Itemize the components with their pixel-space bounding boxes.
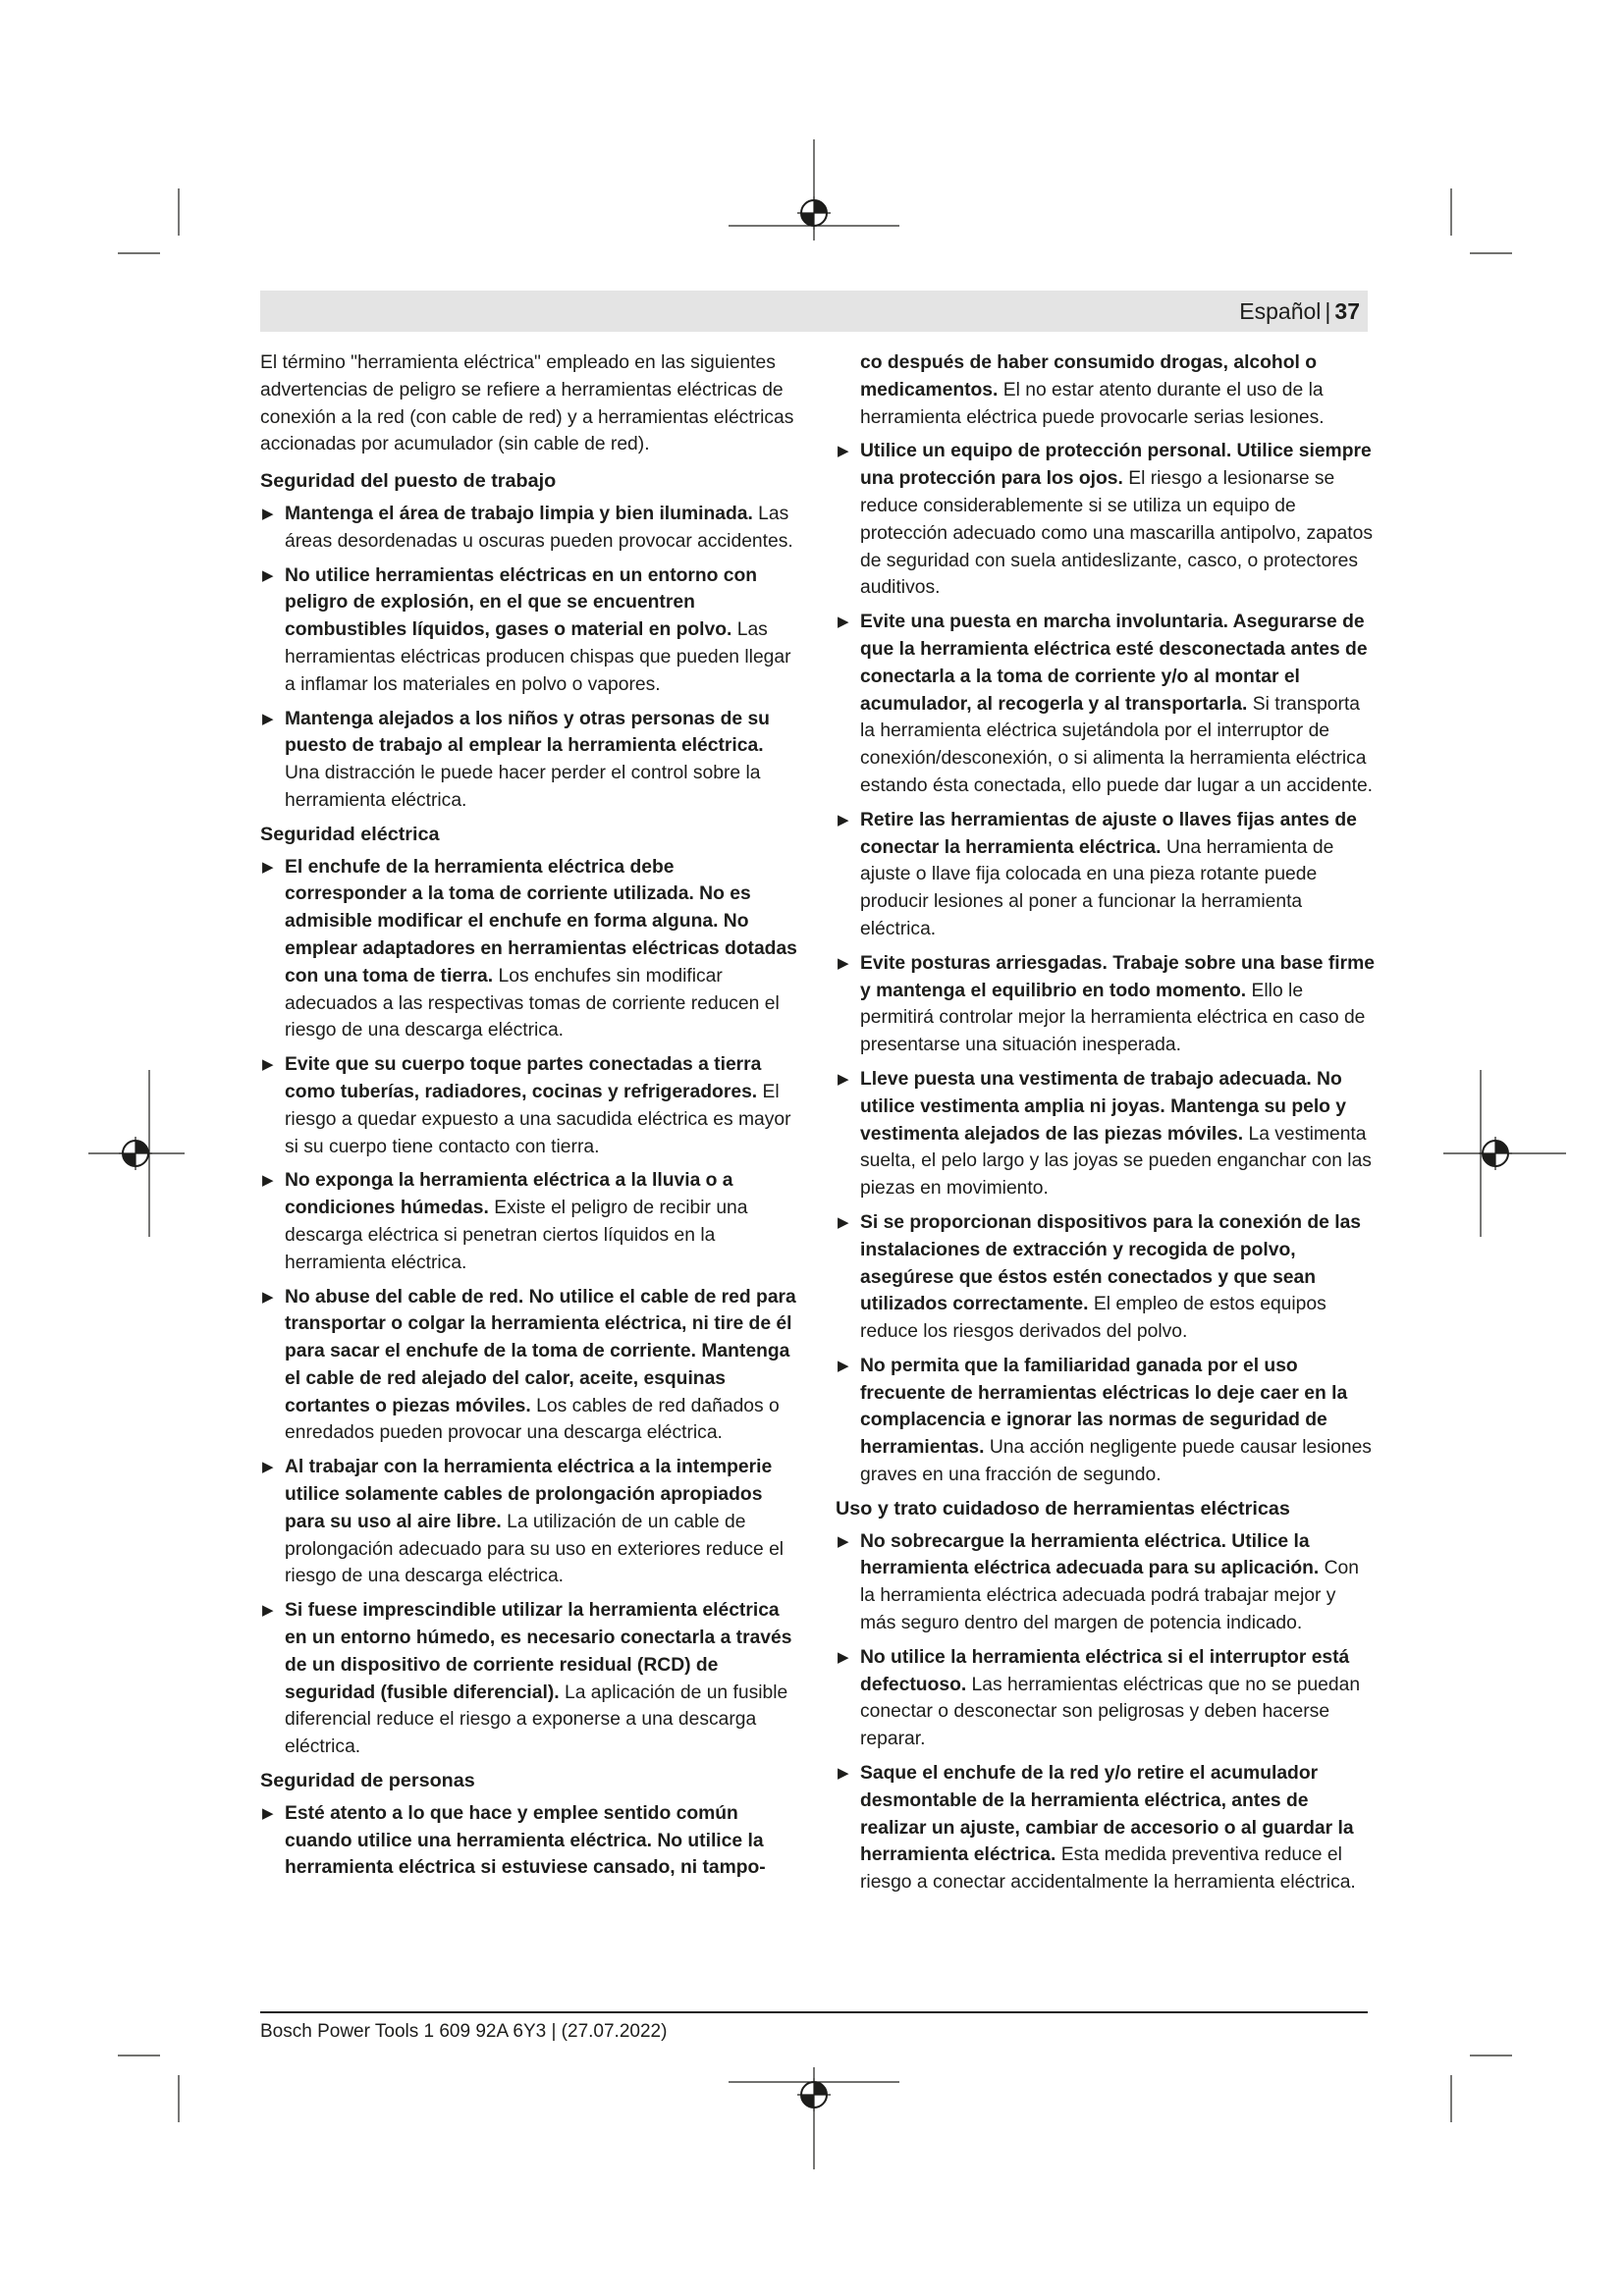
safety-item xyxy=(260,1597,800,1761)
triangle-right-icon: ▶ xyxy=(262,505,274,522)
safety-item-bold: Al trabajar con la herramienta eléctrica a la intemperie utilice solamente cables de prolongación apropiados para su uso al aire libre. xyxy=(285,1457,773,1532)
safety-item-bold: Lleve puesta una vestimenta de trabajo adecuada. No utilice vestimenta amplia ni joyas. Mantenga su pelo y vestimenta alejados de las piezas móviles. xyxy=(860,1068,1347,1145)
safety-item xyxy=(836,438,1376,602)
safety-item-text: Una herramienta de ajuste o llave fija colocada en una pieza rotante puede producir lesiones al poner a funcionar la herramienta eléctrica. xyxy=(860,836,1334,939)
safety-item xyxy=(260,1454,800,1590)
safety-item-bold: No utilice la herramienta eléctrica si el interruptor está defectuoso. xyxy=(860,1646,1350,1695)
registration-mark-icon xyxy=(88,1070,185,1237)
safety-item-bold: No exponga la herramienta eléctrica a la lluvia o a condiciones húmedas. xyxy=(285,1170,733,1219)
header-label xyxy=(1239,297,1360,325)
safety-item xyxy=(260,1800,800,1882)
safety-item-bold: Evite que su cuerpo toque partes conectadas a tierra como tuberías, radiadores, cocinas y refrigeradores. xyxy=(285,1054,762,1102)
triangle-right-icon: ▶ xyxy=(838,1765,849,1783)
safety-item xyxy=(836,1644,1376,1753)
safety-item-text: Ello le permitirá controlar mejor la herramienta eléctrica en caso de presentarse una situación inesperada. xyxy=(860,980,1366,1056)
safety-item-text: El no estar atento durante el uso de la herramienta eléctrica puede provocarle serias lesiones. xyxy=(860,379,1325,428)
safety-item-text: El empleo de estos equipos reduce los riesgos derivados del polvo. xyxy=(860,1294,1326,1343)
safety-item-bold: co después de haber consumido drogas, alcohol o medicamentos. xyxy=(860,352,1317,400)
triangle-right-icon: ▶ xyxy=(838,614,849,631)
triangle-right-icon: ▶ xyxy=(262,566,274,584)
safety-item-text: Esta medida preventiva reduce el riesgo a conectar accidentalmente la herramienta eléctrica. xyxy=(860,1844,1356,1894)
footer-rule xyxy=(260,2011,1368,2013)
safety-item-text: Los enchufes sin modificar adecuados a las respectivas tomas de corriente reducen el riesgo de una descarga eléctrica. xyxy=(285,965,780,1041)
safety-item xyxy=(836,1353,1376,1489)
safety-item-bold: Evite posturas arriesgadas. Trabaje sobre una base firme y mantenga el equilibrio en todo momento. xyxy=(860,952,1376,1001)
triangle-right-icon: ▶ xyxy=(262,1056,274,1074)
safety-item-text: La vestimenta suelta, el pelo largo y las joyas se pueden enganchar con las piezas en movimiento. xyxy=(860,1123,1372,1200)
section-heading-electrical: Seguridad eléctrica xyxy=(260,823,440,845)
section-heading-use-care: Uso y trato cuidadoso de herramientas eléctricas xyxy=(836,1497,1290,1520)
safety-item-continued xyxy=(836,349,1376,431)
safety-item xyxy=(260,1051,800,1160)
intro-paragraph: El término "herramienta eléctrica" empleado en las siguientes advertencias de peligro se refiere a herramientas eléctricas de conexión a la red (con cable de red) y a herramientas eléctricas accionadas por acumulador (sin cable de red). xyxy=(260,352,794,455)
safety-item-text: La utilización de un cable de prolongación adecuado para su uso en exteriores reduce el riesgo de una descarga eléctrica. xyxy=(285,1511,785,1587)
safety-item-text: Las herramientas eléctricas producen chispas que pueden llegar a inflamar los materiales en polvo o vapores. xyxy=(285,619,791,695)
safety-item xyxy=(260,562,800,699)
safety-item-bold: No abuse del cable de red. No utilice el cable de red para transportar o colgar la herramienta eléctrica, ni tire de él para sacar el enchufe de la toma de corriente. Mantenga el cable de red alejado del calor, aceite, esquinas cortantes o piezas móviles. xyxy=(285,1286,796,1416)
safety-item-bold: Mantenga el área de trabajo limpia y bien iluminada. xyxy=(285,503,753,524)
triangle-right-icon: ▶ xyxy=(838,1532,849,1550)
safety-item xyxy=(260,706,800,815)
triangle-right-icon: ▶ xyxy=(262,1172,274,1190)
safety-item-text: Las herramientas eléctricas que no se puedan conectar o desconectar son peligrosas y deben hacerse reparar. xyxy=(860,1674,1361,1750)
safety-item-text: La aplicación de un fusible diferencial reduce el riesgo a exponerse a una descarga eléctrica. xyxy=(285,1682,788,1758)
safety-item xyxy=(836,807,1376,943)
triangle-right-icon: ▶ xyxy=(262,1459,274,1476)
safety-item-text: Existe el peligro de recibir una descarga eléctrica si penetran ciertos líquidos en la herramienta eléctrica. xyxy=(285,1198,748,1273)
triangle-right-icon: ▶ xyxy=(838,1648,849,1666)
triangle-right-icon: ▶ xyxy=(262,1804,274,1822)
safety-item-bold: El enchufe de la herramienta eléctrica debe corresponder a la toma de corriente utilizada. No es admisible modificar el enchufe en forma alguna. No emplear adaptadores en herramientas eléctricas dotadas con una toma de tierra. xyxy=(285,856,797,987)
safety-item xyxy=(260,1167,800,1276)
section-heading-personal: Seguridad de personas xyxy=(260,1770,475,1792)
section-heading-work-area: Seguridad del puesto de trabajo xyxy=(260,470,557,493)
right-column xyxy=(836,349,1376,1903)
safety-item-text: Las áreas desordenadas u oscuras pueden provocar accidentes. xyxy=(285,503,793,552)
safety-item-bold: Mantenga alejados a los niños y otras personas de su puesto de trabajo al emplear la herramienta eléctrica. xyxy=(285,708,770,757)
header-separator: | xyxy=(1325,298,1331,324)
safety-item-bold: No sobrecargue la herramienta eléctrica. Utilice la herramienta eléctrica adecuada para su aplicación. xyxy=(860,1530,1320,1579)
registration-mark-icon xyxy=(729,139,899,240)
safety-item xyxy=(836,1760,1376,1896)
registration-mark-icon xyxy=(1443,1070,1566,1237)
triangle-right-icon: ▶ xyxy=(262,710,274,727)
safety-item-bold: Si se proporcionan dispositivos para la conexión de las instalaciones de extracción y recogida de polvo, asegúrese que éstos estén conectados y que sean utilizados correctamente. xyxy=(860,1211,1362,1315)
safety-item xyxy=(836,950,1376,1059)
triangle-right-icon: ▶ xyxy=(838,954,849,972)
safety-item-text: El riesgo a lesionarse se reduce considerablemente si se utiliza un equipo de protección adecuado como una mascarilla antipolvo, zapatos de seguridad con suela antideslizante, casco, o protectores auditivos. xyxy=(860,468,1373,599)
page-footer: Bosch Power Tools 1 609 92A 6Y3 | (27.07.2022) xyxy=(260,2021,668,2042)
triangle-right-icon: ▶ xyxy=(838,443,849,460)
safety-item-bold: Evite una puesta en marcha involuntaria. Asegurarse de que la herramienta eléctrica esté desconectada antes de conectarla a la toma de corriente y/o al montar el acumulador, al recogerla y al transportarla. xyxy=(860,612,1368,715)
page-number: 37 xyxy=(1334,298,1360,324)
safety-item-text: Con la herramienta eléctrica adecuada podrá trabajar mejor y más seguro dentro del margen de potencia indicado. xyxy=(860,1558,1359,1634)
safety-item-text: Si transporta la herramienta eléctrica sujetándola por el interruptor de conexión/desconexión, o si alimenta la herramienta eléctrica estando ésta conectada, ello puede dar lugar a un accidente. xyxy=(860,693,1374,796)
triangle-right-icon: ▶ xyxy=(838,1357,849,1374)
safety-item-bold: Si fuese imprescindible utilizar la herramienta eléctrica en un entorno húmedo, es necesario conectarla a través de un dispositivo de corriente residual (RCD) de seguridad (fusible diferencial). xyxy=(285,1600,792,1703)
safety-item xyxy=(260,1284,800,1448)
safety-item xyxy=(836,1528,1376,1637)
safety-item xyxy=(836,1066,1376,1202)
triangle-right-icon: ▶ xyxy=(838,1213,849,1231)
safety-item-bold: Retire las herramientas de ajuste o llaves fijas antes de conectar la herramienta eléctrica. xyxy=(860,809,1357,858)
safety-item-bold: Esté atento a lo que hace y emplee sentido común cuando utilice una herramienta eléctrica. No utilice la herramienta eléctrica si estuviese cansado, ni tampo- xyxy=(285,1802,766,1879)
safety-item xyxy=(260,501,800,556)
safety-item xyxy=(836,1209,1376,1346)
header-section: Español xyxy=(1239,298,1322,324)
safety-item-text: Los cables de red dañados o enredados pueden provocar una descarga eléctrica. xyxy=(285,1395,780,1444)
safety-item-text: Una acción negligente puede causar lesiones graves en una fracción de segundo. xyxy=(860,1437,1372,1486)
triangle-right-icon: ▶ xyxy=(262,1602,274,1620)
page-header xyxy=(260,291,1368,332)
registration-mark-icon xyxy=(729,2067,899,2169)
safety-item-text: El riesgo a quedar expuesto a una sacudida eléctrica es mayor si su cuerpo tiene contacto con tierra. xyxy=(285,1081,791,1157)
triangle-right-icon: ▶ xyxy=(838,1070,849,1088)
triangle-right-icon: ▶ xyxy=(262,858,274,876)
left-column xyxy=(260,349,800,1889)
safety-item-bold: Saque el enchufe de la red y/o retire el acumulador desmontable de la herramienta eléctrica, antes de realizar un ajuste, cambiar de accesorio o al guardar la herramienta eléctrica. xyxy=(860,1763,1354,1866)
safety-item-text: Una distracción le puede hacer perder el control sobre la herramienta eléctrica. xyxy=(285,763,761,811)
safety-item-bold: No permita que la familiaridad ganada por el uso frecuente de herramientas eléctricas lo deje caer en la complacencia e ignorar las normas de seguridad de herramientas. xyxy=(860,1355,1348,1459)
triangle-right-icon: ▶ xyxy=(838,811,849,828)
safety-item xyxy=(260,854,800,1045)
safety-item-bold: No utilice herramientas eléctricas en un entorno con peligro de explosión, en el que se encuentren combustibles líquidos, gases o material en polvo. xyxy=(285,564,758,641)
safety-item-bold: Utilice un equipo de protección personal. Utilice siempre una protección para los ojos. xyxy=(860,441,1372,490)
triangle-right-icon: ▶ xyxy=(262,1288,274,1306)
safety-item xyxy=(836,609,1376,800)
